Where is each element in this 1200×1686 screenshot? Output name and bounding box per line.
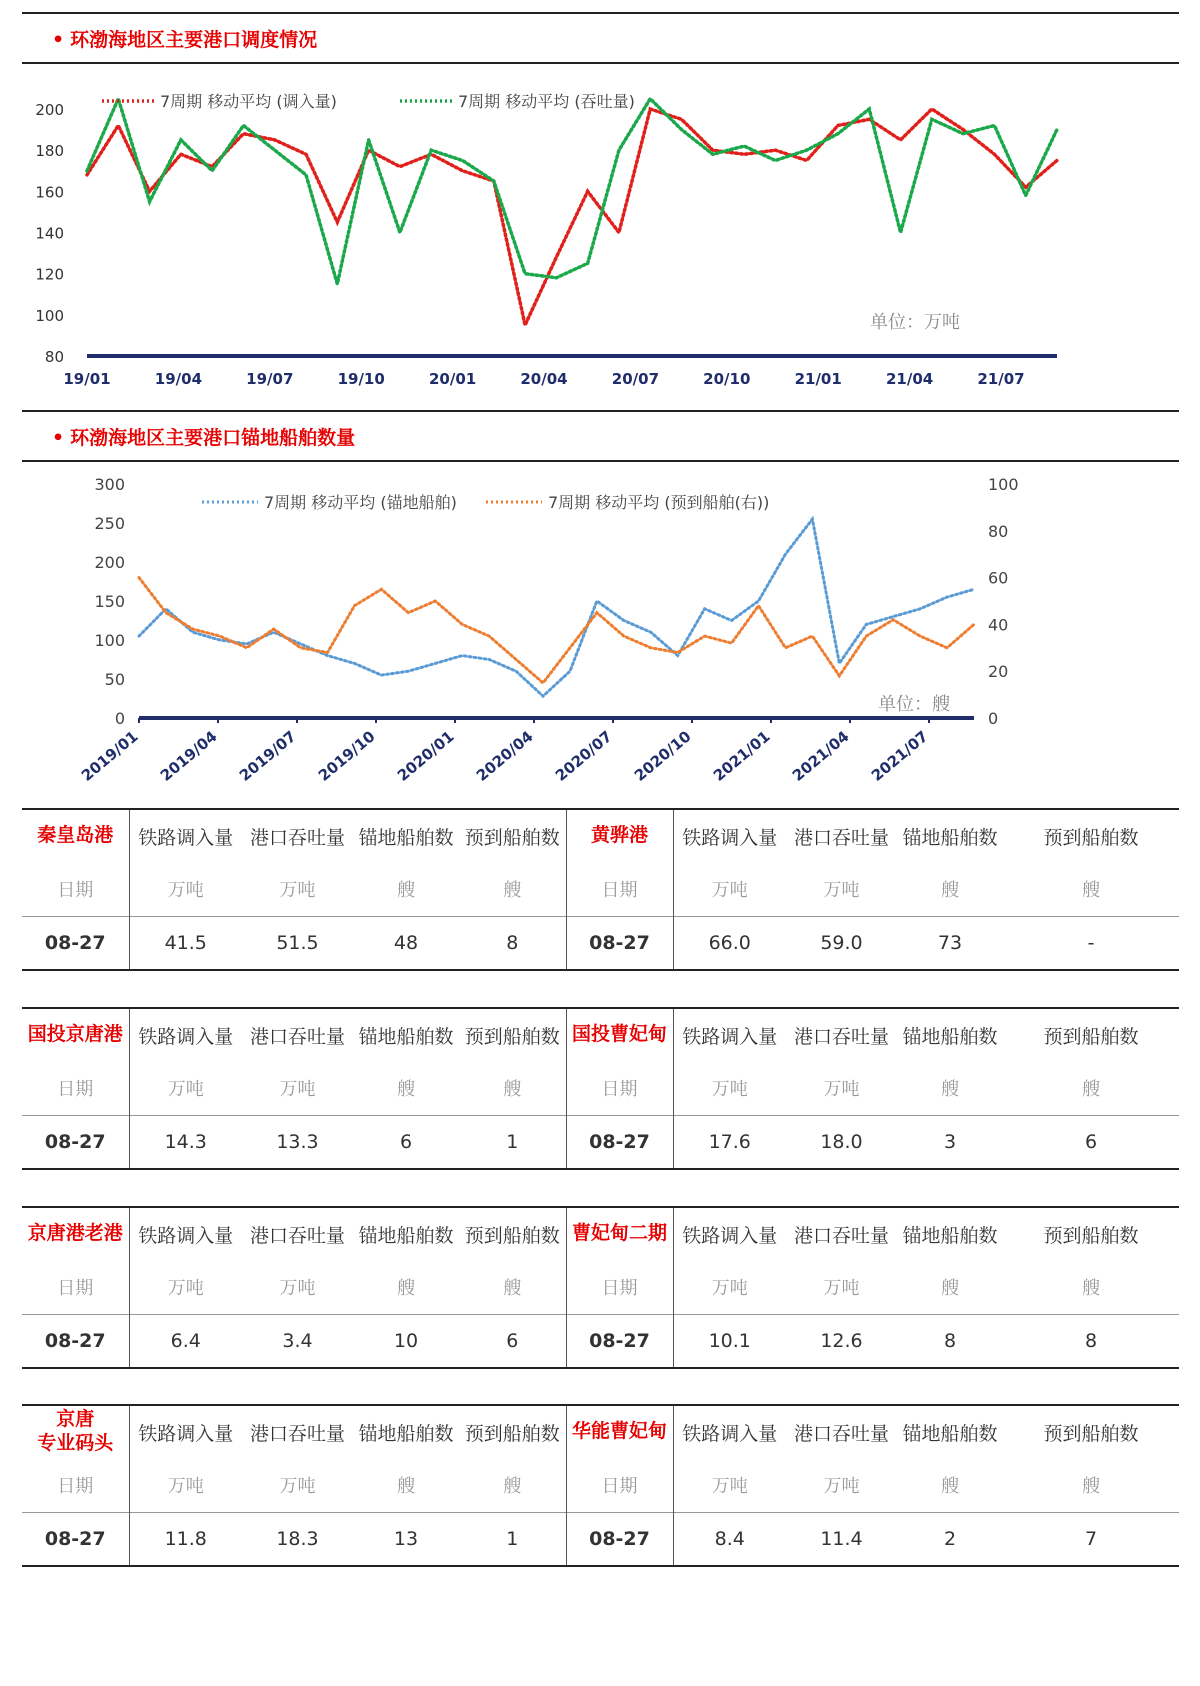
x-tick-label: 2021/04 [788,727,853,785]
port-name: 曹妃甸二期 [566,1207,673,1260]
header-anchor: 锚地船舶数 [897,1008,1003,1061]
port-name: 国投曹妃甸 [566,1008,673,1061]
y-tick-label: 120 [35,265,64,284]
x-tick-label: 20/10 [703,370,751,388]
legend-label: 7周期 移动平均 (吞吐量) [458,92,635,111]
y-tick-label: 140 [35,224,64,243]
x-tick-label: 20/04 [520,370,568,388]
y-right-tick-label: 20 [988,662,1009,682]
port-table [22,1007,1179,1170]
date-label: 日期 [566,1061,673,1116]
header-expected: 预到船舶数 [1003,1207,1179,1260]
expected-value: 1 [459,1513,566,1567]
header-anchor: 锚地船舶数 [897,809,1003,862]
section-rule [22,410,1179,412]
unit-label: 万吨 [129,1061,242,1116]
x-tick-label: 2019/04 [156,727,221,785]
expected-value: - [1003,917,1179,971]
throughput-value: 11.4 [786,1513,897,1567]
y-tick-label: 80 [44,348,64,366]
port-table [22,808,1179,971]
port-name: 秦皇岛港 [22,809,129,862]
unit-label: 万吨 [129,1260,242,1315]
y-left-tick-label: 50 [104,670,125,689]
header-rail: 铁路调入量 [673,1207,786,1260]
expected-value: 6 [459,1315,566,1369]
unit-note: 单位：艘 [878,694,950,715]
port-table [22,1404,1179,1567]
unit-label: 艘 [503,1476,522,1497]
date-label: 日期 [566,1458,673,1513]
y-left-tick-label: 0 [114,709,125,728]
rail-value: 66.0 [673,917,786,971]
header-throughput: 港口吞吐量 [786,1207,897,1260]
throughput-value: 18.0 [786,1116,897,1170]
date-label: 日期 [57,1079,94,1100]
y-left-tick-label: 100 [94,631,125,650]
header-expected: 预到船舶数 [1003,1008,1179,1061]
legend-label: 7周期 移动平均 (调入量) [160,92,337,111]
date-label: 日期 [566,862,673,917]
unit-label: 艘 [397,1079,415,1100]
unit-label: 万吨 [279,1476,316,1497]
date-label: 日期 [57,1476,94,1497]
header-rail: 铁路调入量 [129,1405,242,1458]
throughput-value: 13.3 [242,1116,353,1170]
rail-value: 10.1 [673,1315,786,1369]
series-throughput-line [87,99,1057,284]
anchor-value: 13 [353,1513,459,1567]
header-rail: 铁路调入量 [673,1405,786,1458]
y-right-tick-label: 100 [988,475,1019,494]
unit-label: 艘 [397,1278,415,1299]
unit-label: 艘 [503,1278,522,1299]
rail-value: 17.6 [673,1116,786,1170]
throughput-value: 18.3 [242,1513,353,1567]
unit-label: 万吨 [279,1079,316,1100]
unit-label: 万吨 [279,1278,316,1299]
y-right-tick-label: 80 [988,521,1009,541]
y-left-tick-label: 200 [94,553,125,572]
anchorage-chart [22,462,1179,808]
throughput-value: 3.4 [242,1315,353,1369]
unit-label: 艘 [941,1278,959,1299]
throughput-value: 51.5 [242,917,353,971]
unit-label: 艘 [941,1079,959,1100]
y-right-tick-label: 60 [988,568,1009,588]
header-throughput: 港口吞吐量 [242,1008,353,1061]
unit-label: 艘 [941,880,959,901]
x-tick-label: 21/01 [794,370,842,388]
x-tick-label: 21/07 [977,370,1025,388]
unit-label: 艘 [1082,1079,1100,1100]
header-throughput: 港口吞吐量 [242,809,353,862]
header-expected: 预到船舶数 [459,809,566,862]
header-anchor: 锚地船舶数 [353,1207,459,1260]
anchor-value: 6 [353,1116,459,1170]
port-name: 黄骅港 [566,809,673,862]
header-anchor: 锚地船舶数 [353,1405,459,1458]
unit-note: 单位：万吨 [870,312,960,333]
header-anchor: 锚地船舶数 [353,1008,459,1061]
header-throughput: 港口吞吐量 [242,1405,353,1458]
unit-label: 万吨 [673,1458,786,1513]
section-title-anchorage: • 环渤海地区主要港口锚地船舶数量 [52,427,356,449]
unit-label: 万吨 [673,862,786,917]
x-tick-label: 21/04 [885,370,934,388]
x-tick-label: 2019/07 [235,727,300,785]
legend-label: 7周期 移动平均 (锚地船舶) [264,493,457,512]
date-label: 日期 [566,1260,673,1315]
header-rail: 铁路调入量 [129,1207,242,1260]
date-value: 08-27 [22,917,129,971]
anchor-value: 2 [897,1513,1003,1567]
x-tick-label: 2021/01 [709,727,774,785]
y-left-tick-label: 150 [94,592,125,611]
x-tick-label: 2019/10 [314,727,379,785]
date-value: 08-27 [22,1116,129,1170]
section-title-dispatch-text: 环渤海地区主要港口调度情况 [70,29,318,51]
rail-value: 6.4 [129,1315,242,1369]
unit-label: 万吨 [823,1079,860,1100]
series-expected-line [139,578,974,683]
header-expected: 预到船舶数 [459,1405,566,1458]
series-anchor-line [139,519,974,696]
expected-value: 8 [459,917,566,971]
throughput-value: 12.6 [786,1315,897,1369]
port-name: 国投京唐港 [22,1008,129,1061]
header-expected: 预到船舶数 [1003,1405,1179,1458]
header-rail: 铁路调入量 [673,809,786,862]
x-tick-label: 19/10 [337,370,385,388]
section-title-anchorage-text: 环渤海地区主要港口锚地船舶数量 [70,427,356,449]
date-value: 08-27 [22,1315,129,1369]
header-throughput: 港口吞吐量 [786,809,897,862]
port-name: 华能曹妃甸 [566,1405,673,1458]
header-throughput: 港口吞吐量 [786,1405,897,1458]
expected-value: 1 [459,1116,566,1170]
legend-label: 7周期 移动平均 (预到船舶(右)) [548,493,770,512]
x-tick-label: 19/04 [154,370,203,388]
x-tick-label: 19/07 [246,370,294,388]
header-expected: 预到船舶数 [459,1008,566,1061]
unit-label: 万吨 [823,880,860,901]
header-rail: 铁路调入量 [129,809,242,862]
date-value: 08-27 [566,1315,673,1369]
anchor-value: 10 [353,1315,459,1369]
y-left-tick-label: 300 [94,475,125,494]
x-tick-label: 2020/07 [551,727,616,785]
anchor-value: 8 [897,1315,1003,1369]
x-tick-label: 2020/10 [630,727,695,785]
unit-label: 万吨 [673,1061,786,1116]
x-tick-label: 2021/07 [867,727,932,785]
unit-label: 万吨 [279,880,316,901]
rail-value: 41.5 [129,917,242,971]
unit-label: 艘 [503,880,522,901]
rail-value: 14.3 [129,1116,242,1170]
expected-value: 7 [1003,1513,1179,1567]
date-value: 08-27 [566,917,673,971]
unit-label: 艘 [1082,880,1100,901]
header-throughput: 港口吞吐量 [786,1008,897,1061]
date-value: 08-27 [22,1513,129,1567]
dispatch-chart [22,64,1179,410]
x-tick-label: 2019/01 [77,727,142,785]
unit-label: 万吨 [673,1260,786,1315]
throughput-value: 59.0 [786,917,897,971]
unit-label: 艘 [941,1476,959,1497]
date-label: 日期 [57,880,94,901]
header-anchor: 锚地船舶数 [353,809,459,862]
port-name: 京唐 专业码头 [22,1405,129,1458]
expected-value: 8 [1003,1315,1179,1369]
rail-value: 8.4 [673,1513,786,1567]
top-rule [22,12,1179,14]
header-expected: 预到船舶数 [459,1207,566,1260]
y-tick-label: 180 [35,142,64,161]
header-expected: 预到船舶数 [1003,809,1179,862]
anchor-value: 73 [897,917,1003,971]
rail-value: 11.8 [129,1513,242,1567]
date-value: 08-27 [566,1116,673,1170]
unit-label: 万吨 [129,1458,242,1513]
unit-label: 万吨 [129,862,242,917]
date-value: 08-27 [566,1513,673,1567]
x-tick-label: 2020/01 [393,727,458,785]
date-label: 日期 [57,1278,94,1299]
y-right-tick-label: 40 [988,615,1009,635]
port-table [22,1206,1179,1369]
header-rail: 铁路调入量 [129,1008,242,1061]
unit-label: 万吨 [823,1476,860,1497]
anchor-value: 3 [897,1116,1003,1170]
unit-label: 艘 [1082,1476,1100,1497]
anchor-value: 48 [353,917,459,971]
header-throughput: 港口吞吐量 [242,1207,353,1260]
y-right-tick-label: 0 [988,709,999,728]
y-tick-label: 200 [35,101,64,119]
x-tick-label: 20/07 [611,370,660,388]
x-tick-label: 20/01 [428,370,477,388]
unit-label: 万吨 [823,1278,860,1299]
x-tick-label: 19/01 [63,370,111,388]
unit-label: 艘 [1082,1278,1100,1299]
y-tick-label: 100 [35,306,64,325]
port-name: 京唐港老港 [22,1207,129,1260]
unit-label: 艘 [397,880,415,901]
x-tick-label: 2020/04 [472,727,537,785]
y-left-tick-label: 250 [94,514,125,533]
section-title-dispatch: • 环渤海地区主要港口调度情况 [52,29,318,51]
header-anchor: 锚地船舶数 [897,1405,1003,1458]
header-anchor: 锚地船舶数 [897,1207,1003,1260]
unit-label: 艘 [397,1476,415,1497]
unit-label: 艘 [503,1079,522,1100]
header-rail: 铁路调入量 [673,1008,786,1061]
y-tick-label: 160 [35,183,64,202]
expected-value: 6 [1003,1116,1179,1170]
